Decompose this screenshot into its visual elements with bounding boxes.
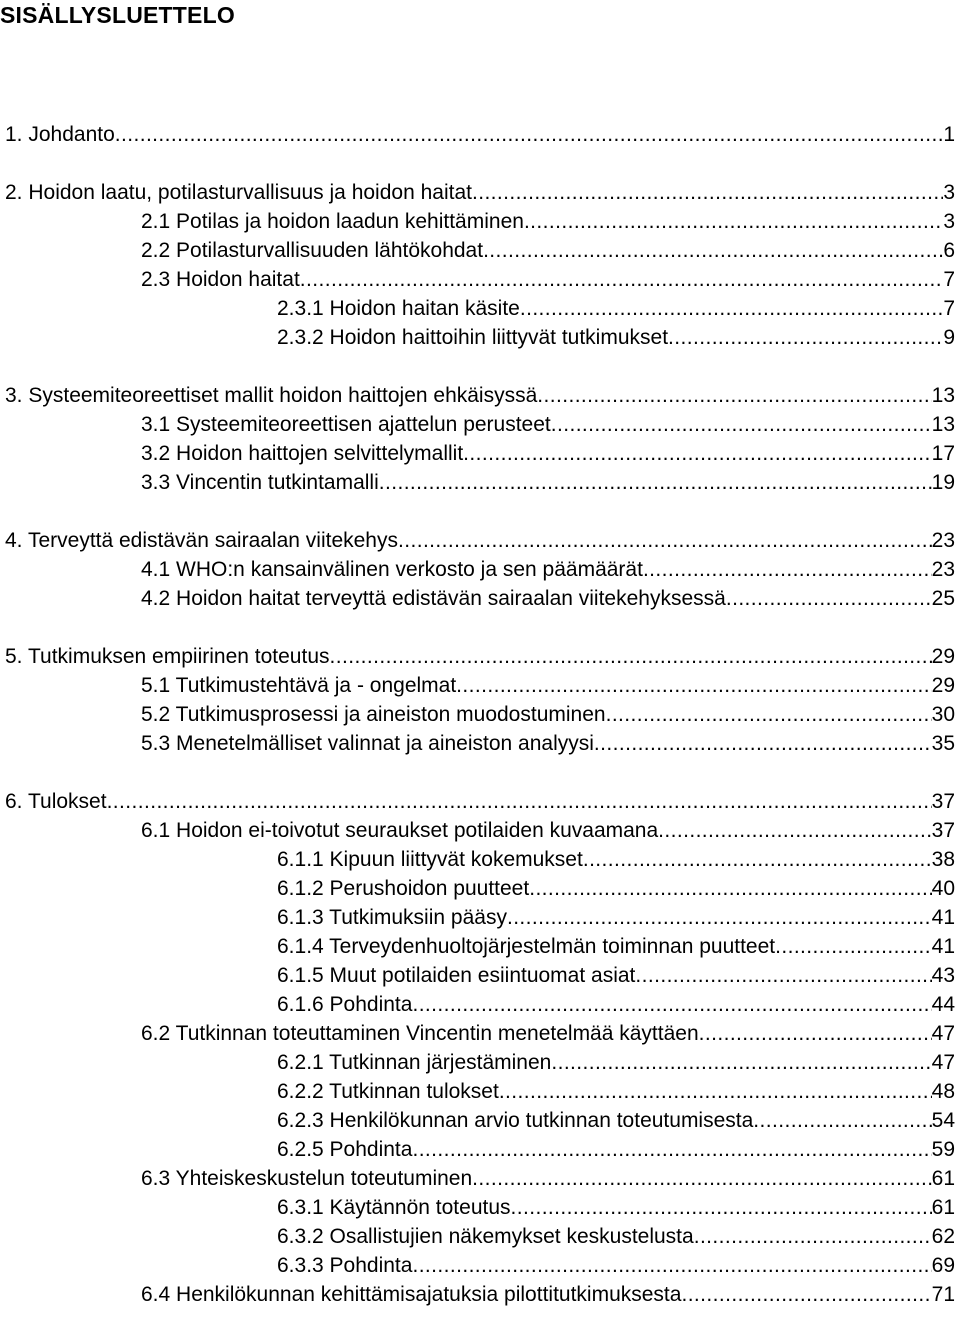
toc-entry-page: 47 xyxy=(931,1051,955,1074)
toc-entry-label: 5.3 Menetelmälliset valinnat ja aineiston analyysi xyxy=(141,732,594,755)
toc-entry xyxy=(141,583,955,612)
toc-entry-page: 59 xyxy=(931,1138,955,1161)
toc-entry xyxy=(5,525,955,554)
toc-entry-page: 9 xyxy=(943,326,955,349)
toc-entry-label: 4. Terveyttä edistävän sairaalan viitekehys xyxy=(5,529,398,552)
toc-entry-label: 2.1 Potilas ja hoidon laadun kehittäminen xyxy=(141,210,524,233)
toc-entry-page: 7 xyxy=(943,297,955,320)
toc-entry-page: 38 xyxy=(931,848,955,871)
dot-leader xyxy=(107,789,932,815)
toc-entry-page: 54 xyxy=(931,1109,955,1132)
toc-entry-label: 6.3 Yhteiskeskustelun toteutuminen xyxy=(141,1167,473,1190)
toc-entry-label: 1. Johdanto xyxy=(5,123,115,146)
toc-entry-label: 6.2.3 Henkilökunnan arvio tutkinnan toteutumisesta xyxy=(277,1109,754,1132)
toc-entry-label: 3.3 Vincentin tutkintamalli xyxy=(141,471,379,494)
dot-leader xyxy=(412,992,931,1018)
toc-entry-label: 2.3.2 Hoidon haittoihin liittyvät tutkimukset xyxy=(277,326,669,349)
toc-entry-label: 4.2 Hoidon haitat terveyttä edistävän sairaalan viitekehyksessä xyxy=(141,587,726,610)
toc-entry xyxy=(277,1134,955,1163)
toc-entry-label: 6. Tulokset xyxy=(5,790,107,813)
dot-leader xyxy=(483,238,943,264)
toc-entry-page: 61 xyxy=(931,1167,955,1190)
toc-entry-label: 6.1.4 Terveydenhuoltojärjestelmän toiminnan puutteet xyxy=(277,935,776,958)
toc-entry-label: 6.3.2 Osallistujien näkemykset keskustelusta xyxy=(277,1225,694,1248)
toc-entry xyxy=(141,438,955,467)
toc-entry xyxy=(141,206,955,235)
toc-entry-label: 4.1 WHO:n kansainvälinen verkosto ja sen päämäärät xyxy=(141,558,643,581)
toc-entry xyxy=(277,931,955,960)
toc-entry xyxy=(141,467,955,496)
toc-entry-label: 6.3.1 Käytännön toteutus xyxy=(277,1196,511,1219)
toc-entry-label: 2. Hoidon laatu, potilasturvallisuus ja hoidon haitat xyxy=(5,181,472,204)
toc-entry-page: 23 xyxy=(931,529,955,552)
dot-leader xyxy=(507,905,932,931)
toc-entry xyxy=(141,670,955,699)
toc-entry-page: 44 xyxy=(931,993,955,1016)
toc-entry xyxy=(277,1047,955,1076)
dot-leader xyxy=(551,412,932,438)
toc-entry xyxy=(277,322,955,351)
dot-leader xyxy=(379,470,932,496)
toc-entry-label: 6.2.1 Tutkinnan järjestäminen xyxy=(277,1051,552,1074)
page-title: SISÄLLYSLUETTELO xyxy=(0,2,235,28)
dot-leader xyxy=(658,818,931,844)
dot-leader xyxy=(681,1282,931,1308)
dot-leader xyxy=(456,673,931,699)
toc-entry xyxy=(277,989,955,1018)
toc-entry-label: 6.1.2 Perushoidon puutteet xyxy=(277,877,530,900)
dot-leader xyxy=(606,702,932,728)
toc-entry-page: 41 xyxy=(931,935,955,958)
toc-entry-label: 5. Tutkimuksen empiirinen toteutus xyxy=(5,645,330,668)
toc-entry xyxy=(277,902,955,931)
toc-entry-page: 23 xyxy=(931,558,955,581)
toc-entry-label: 2.2 Potilasturvallisuuden lähtökohdat xyxy=(141,239,484,262)
toc-entry-page: 37 xyxy=(931,819,955,842)
toc-entry-page: 29 xyxy=(931,674,955,697)
toc-entry xyxy=(141,264,955,293)
dot-leader xyxy=(643,557,932,583)
toc-entry xyxy=(5,641,955,670)
toc-entry-page: 1 xyxy=(943,123,955,146)
toc-entry-label: 3.1 Systeemiteoreettisen ajattelun perusteet xyxy=(141,413,551,436)
toc-entry xyxy=(277,960,955,989)
toc-entry-page: 7 xyxy=(943,268,955,291)
dot-leader xyxy=(524,209,943,235)
toc-entry-label: 5.2 Tutkimusprosessi ja aineiston muodostuminen xyxy=(141,703,606,726)
dot-leader xyxy=(635,963,931,989)
toc-entry xyxy=(277,1076,955,1105)
toc-entry-page: 19 xyxy=(931,471,955,494)
toc-entry xyxy=(277,1250,955,1279)
dot-leader xyxy=(472,1166,931,1192)
toc-entry xyxy=(141,1163,955,1192)
dot-leader xyxy=(300,267,944,293)
toc-entry xyxy=(277,1221,955,1250)
toc-entry-page: 41 xyxy=(931,906,955,929)
dot-leader xyxy=(694,1224,932,1250)
toc-entry-label: 6.1.5 Muut potilaiden esiintuomat asiat xyxy=(277,964,636,987)
toc-entry xyxy=(141,699,955,728)
toc-entry-label: 2.3.1 Hoidon haitan käsite xyxy=(277,297,520,320)
toc-entry xyxy=(141,554,955,583)
toc-entry xyxy=(277,1105,955,1134)
dot-leader xyxy=(583,847,932,873)
toc-entry xyxy=(141,235,955,264)
toc-entry-page: 71 xyxy=(931,1283,955,1306)
toc-entry xyxy=(141,815,955,844)
toc-entry xyxy=(5,177,955,206)
toc-entry-page: 47 xyxy=(931,1022,955,1045)
dot-leader xyxy=(726,586,932,612)
dot-leader xyxy=(753,1108,931,1134)
dot-leader xyxy=(537,383,931,409)
dot-leader xyxy=(330,644,932,670)
toc-entry-page: 62 xyxy=(931,1225,955,1248)
toc-entry-page: 30 xyxy=(931,703,955,726)
dot-leader xyxy=(594,731,932,757)
toc-entry xyxy=(277,293,955,322)
dot-leader xyxy=(511,1195,932,1221)
toc-entry xyxy=(277,873,955,902)
toc-entry xyxy=(277,1192,955,1221)
toc-entry xyxy=(5,786,955,815)
toc-entry-page: 40 xyxy=(931,877,955,900)
dot-leader xyxy=(115,122,944,148)
toc-entry xyxy=(5,380,955,409)
toc-entry-label: 6.1 Hoidon ei-toivotut seuraukset potilaiden kuvaamana xyxy=(141,819,659,842)
toc-entry xyxy=(141,409,955,438)
toc-entry-label: 5.1 Tutkimustehtävä ja - ongelmat xyxy=(141,674,457,697)
toc-entry-page: 48 xyxy=(931,1080,955,1103)
dot-leader xyxy=(551,1050,931,1076)
toc-entry-page: 43 xyxy=(931,964,955,987)
toc-entry-label: 6.4 Henkilökunnan kehittämisajatuksia pilottitutkimuksesta xyxy=(141,1283,682,1306)
dot-leader xyxy=(412,1253,931,1279)
toc-entry-label: 6.2 Tutkinnan toteuttaminen Vincentin menetelmää käyttäen xyxy=(141,1022,699,1045)
toc-entry-page: 13 xyxy=(931,384,955,407)
toc-entry-page: 37 xyxy=(931,790,955,813)
toc-entry-page: 25 xyxy=(931,587,955,610)
dot-leader xyxy=(699,1021,932,1047)
toc-entry-page: 3 xyxy=(943,181,955,204)
dot-leader xyxy=(412,1137,931,1163)
toc-entry-page: 69 xyxy=(931,1254,955,1277)
dot-leader xyxy=(775,934,932,960)
toc-entry xyxy=(277,844,955,873)
toc-entry-page: 35 xyxy=(931,732,955,755)
toc-entry-label: 6.2.5 Pohdinta xyxy=(277,1138,413,1161)
toc-entry-page: 3 xyxy=(943,210,955,233)
dot-leader xyxy=(398,528,932,554)
toc-entry xyxy=(141,1018,955,1047)
dot-leader xyxy=(520,296,943,322)
toc-entry-label: 6.2.2 Tutkinnan tulokset xyxy=(277,1080,499,1103)
toc-entry-label: 6.1.1 Kipuun liittyvät kokemukset xyxy=(277,848,583,871)
toc-entry xyxy=(141,728,955,757)
toc-entry-page: 17 xyxy=(931,442,955,465)
toc-entry-label: 6.3.3 Pohdinta xyxy=(277,1254,413,1277)
dot-leader xyxy=(668,325,943,351)
dot-leader xyxy=(472,180,943,206)
dot-leader xyxy=(463,441,931,467)
dot-leader xyxy=(499,1079,932,1105)
toc-entry-label: 3. Systeemiteoreettiset mallit hoidon haittojen ehkäisyssä xyxy=(5,384,538,407)
toc-entry-page: 6 xyxy=(943,239,955,262)
toc-entry-label: 6.1.6 Pohdinta xyxy=(277,993,413,1016)
toc-entry xyxy=(141,1279,955,1308)
toc-entry-label: 2.3 Hoidon haitat xyxy=(141,268,300,291)
toc-entry-label: 3.2 Hoidon haittojen selvittelymallit xyxy=(141,442,464,465)
toc-entry-page: 13 xyxy=(931,413,955,436)
dot-leader xyxy=(529,876,931,902)
toc-entry-page: 61 xyxy=(931,1196,955,1219)
toc-entry-label: 6.1.3 Tutkimuksiin pääsy xyxy=(277,906,507,929)
toc-entry xyxy=(5,119,955,148)
toc-entry-page: 29 xyxy=(931,645,955,668)
